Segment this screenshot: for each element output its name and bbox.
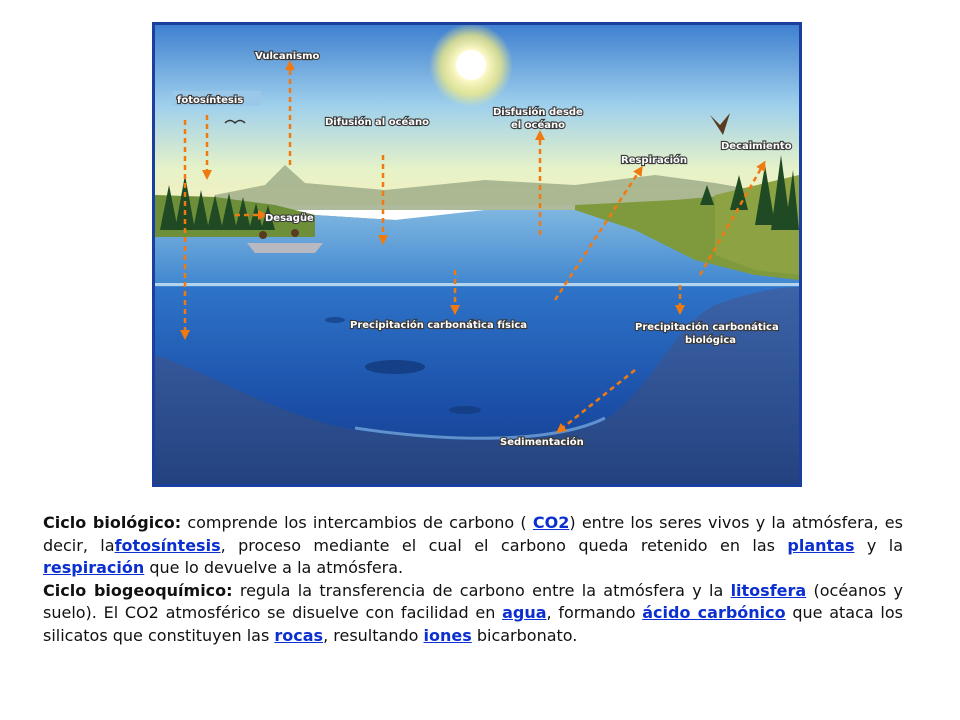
link-rocas[interactable]: rocas <box>274 625 324 645</box>
link-fotosintesis[interactable]: fotosíntesis <box>114 535 221 555</box>
caption-text-run: que ataca los silicatos que constituyen las <box>43 603 903 645</box>
caption-text-run: , proceso mediante el cual el carbono queda retenido en las <box>220 535 788 555</box>
sun-core <box>456 50 486 80</box>
caption-text-run: bicarbonato. <box>471 625 578 645</box>
label-precip-bio-2: biológica <box>685 335 737 346</box>
link-agua[interactable]: agua <box>502 603 547 622</box>
label-decaimiento: Decaimiento <box>721 141 792 152</box>
caption-text-run: ) entre los seres vivos y la atmósfera, es decir, la <box>43 513 903 555</box>
link-litosfera[interactable]: litosfera <box>730 580 807 600</box>
label-respiracion: Respiración <box>621 155 688 166</box>
caption-text-run: , resultando <box>323 625 424 645</box>
link-plantas[interactable]: plantas <box>787 535 855 555</box>
term-ciclo-biogeoquimico: Ciclo biogeoquímico: <box>43 580 233 600</box>
caption-text-run: y la <box>854 535 903 555</box>
label-difusion-desde-2: el océano <box>511 120 566 131</box>
label-sedimentacion: Sedimentación <box>500 437 584 448</box>
label-precip-fisica: Precipitación carbonática física <box>350 320 528 331</box>
caption-text-run: comprende los intercambios de carbono ( <box>181 513 533 532</box>
canoe <box>247 243 323 253</box>
fish-silhouette <box>325 317 345 323</box>
term-ciclo-biologico: Ciclo biológico: <box>43 513 182 532</box>
canoeist-1 <box>259 231 267 239</box>
caption-paragraph-biologico <box>43 512 903 580</box>
label-difusion-desde-1: Disfusión desde <box>493 107 583 118</box>
carbon-cycle-scene <box>155 25 799 484</box>
caption-text-run: (océanos y suelo). El CO2 atmosférico se disuelve con facilidad en <box>43 580 904 622</box>
label-vulcanismo: Vulcanismo <box>255 51 320 62</box>
link-co2[interactable]: CO2 <box>532 513 570 532</box>
label-difusion-oceano: Difusión al océano <box>325 117 430 128</box>
label-desague: Desagüe <box>265 213 314 224</box>
caption-paragraph-biogeoquimico <box>43 580 903 648</box>
link-respiracion[interactable]: respiración <box>43 558 145 577</box>
label-precip-bio-1: Precipitación carbonática <box>635 322 779 333</box>
caption-text-run: que lo devuelve a la atmósfera. <box>144 558 404 577</box>
fish-silhouette <box>449 406 481 414</box>
carbon-cycle-illustration <box>152 22 802 487</box>
link-iones[interactable]: iones <box>423 625 472 645</box>
whale-silhouette <box>365 360 425 374</box>
label-fotosintesis: fotosíntesis <box>177 95 244 106</box>
caption-text-run: , formando <box>546 603 643 622</box>
canoeist-2 <box>291 229 299 237</box>
caption-text <box>43 512 903 647</box>
caption-text-run: regula la transferencia de carbono entre la atmósfera y la <box>232 580 731 600</box>
link-acido-carbonico[interactable]: ácido carbónico <box>642 603 786 622</box>
water-line <box>155 283 799 286</box>
